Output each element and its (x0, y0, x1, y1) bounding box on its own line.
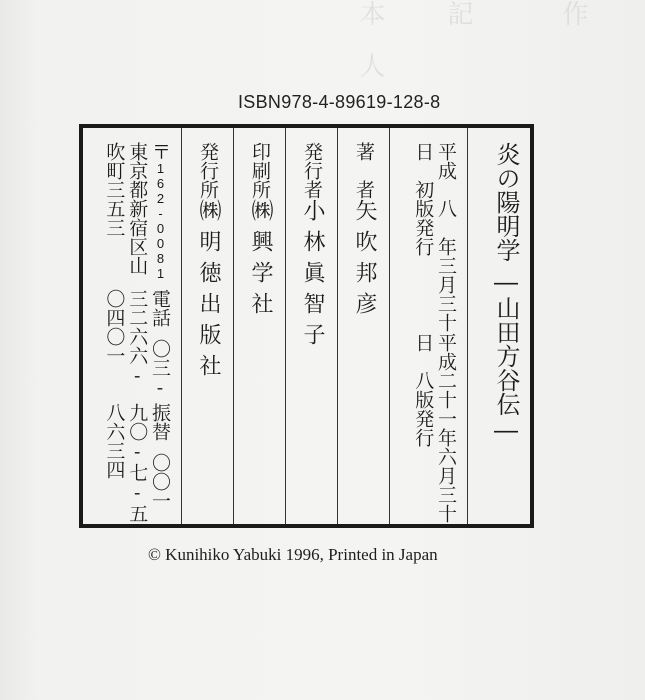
bleed-through-text: 本 人 (355, 0, 385, 78)
book-subtitle: ―山田方谷伝― (492, 268, 520, 444)
printer-column (233, 128, 285, 524)
author-label: 著 者 (353, 142, 375, 199)
tel-label: 電話 (149, 288, 171, 327)
address-column (71, 128, 181, 524)
issuer-label: 発行所 (197, 142, 219, 199)
address-line (71, 142, 171, 289)
issuer-name: ㈱明徳出版社 (196, 199, 221, 385)
postal-code: 162-0081 (153, 161, 168, 281)
edition-column (389, 128, 467, 524)
title-column (467, 128, 530, 524)
issuer-column (181, 128, 233, 524)
publisher-column (285, 128, 337, 524)
tel-number: 〇三-三二六六-〇四〇一 (103, 288, 171, 399)
copyright-line: © Kunihiko Yabuki 1996, Printed in Japan (148, 545, 438, 564)
furikae-label: 振替 (149, 402, 171, 441)
publisher-name: 小林眞智子 (300, 199, 325, 354)
bleed-through-text: 記 (443, 0, 473, 26)
colophon-box (79, 124, 534, 528)
furikae-line (71, 403, 171, 524)
printer-name: ㈱興学社 (248, 199, 273, 323)
author-name: 矢吹邦彦 (352, 199, 377, 323)
printer-label: 印刷所 (249, 142, 271, 199)
publisher-label: 発行者 (301, 142, 323, 199)
book-title: 炎の陽明学 (492, 142, 520, 262)
tel-line (71, 289, 171, 403)
address: 東京都新宿区山吹町三五三 (103, 142, 149, 275)
first-edition-date: 平成 八 年三月三十日 初版発行 (412, 142, 457, 332)
postal-mark: 〒 (149, 142, 171, 161)
isbn: ISBN978-4-89619-128-8 (238, 92, 441, 112)
author-column (337, 128, 389, 524)
bleed-through-text: 作 (558, 0, 588, 26)
eighth-edition-date: 平成二十一年六月三十日 八版発行 (412, 333, 457, 523)
furikae-number: 〇〇一九〇-七-五八六三四 (103, 402, 171, 523)
